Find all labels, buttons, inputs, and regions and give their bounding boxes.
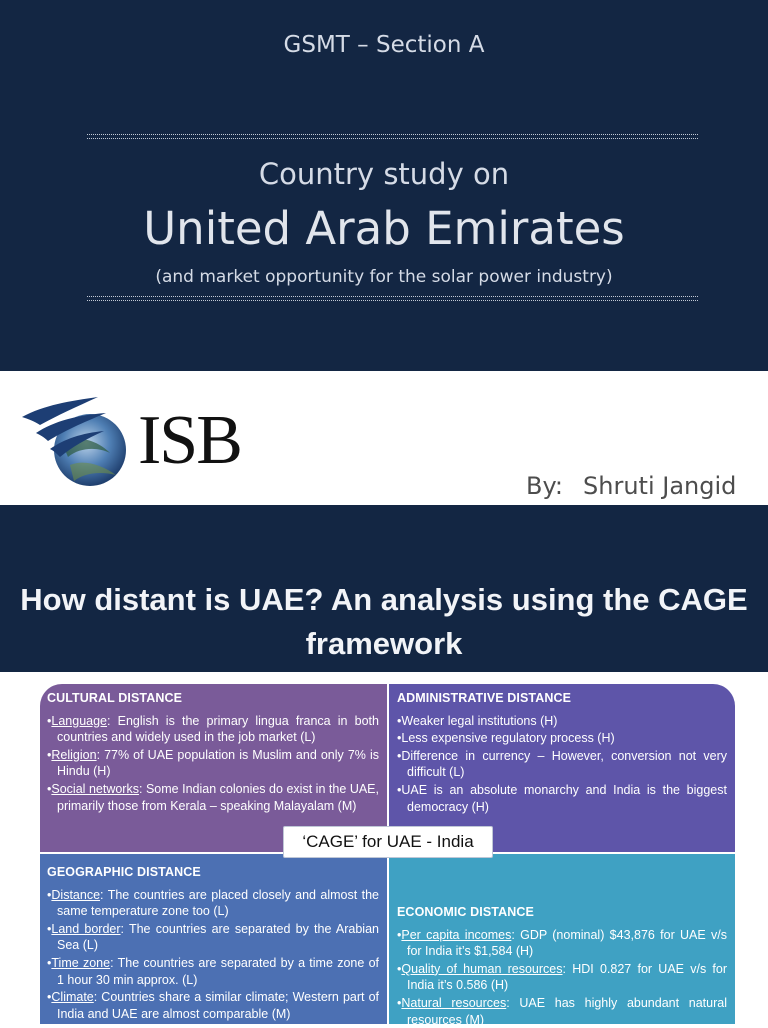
administrative-distance-heading: ADMINISTRATIVE DISTANCE: [397, 691, 572, 705]
title-slide-header: [0, 0, 768, 371]
economic-distance-heading: ECONOMIC DISTANCE: [397, 905, 534, 919]
economic-distance-panel: [389, 854, 735, 1027]
course-section-label: GSMT – Section A: [283, 32, 485, 58]
study-subtitle: Country study on: [258, 157, 510, 191]
geographic-distance-panel: [40, 854, 387, 1024]
list-item: •Social networks: Some Indian colonies do exist in the UAE, primarily those from Kerala – speaking Malayalam (M): [47, 781, 379, 813]
list-item: •Land border: The countries are separated by the Arabian Sea (L): [47, 921, 379, 953]
study-scope-note: (and market opportunity for the solar power industry): [155, 267, 613, 287]
list-item: •Difference in currency – However, conversion not very difficult (L): [397, 748, 727, 780]
cage-slide-title: How distant is UAE? An analysis using the CAGE framework: [20, 582, 748, 661]
list-item: •Weaker legal institutions (H): [397, 713, 558, 728]
cultural-distance-list: [47, 713, 379, 815]
list-item: •Language: English is the primary lingua franca in both countries and widely used in the job market (L): [47, 713, 379, 745]
list-item: •UAE is an absolute monarchy and India is the biggest democracy (H): [397, 782, 727, 814]
list-item: •Time zone: The countries are separated by a time zone of 1 hour 30 min approx. (L): [47, 955, 379, 987]
divider-top: [87, 134, 698, 139]
isb-logo-wordmark: ISB: [138, 402, 241, 479]
cage-center-label: ‘CAGE’ for UAE - India: [283, 826, 493, 858]
geographic-distance-list: [47, 887, 379, 1023]
list-item: •Climate: Countries share a similar climate; Western part of India and UAE are almost comparable (M): [47, 990, 379, 1021]
divider-bottom: [87, 296, 698, 301]
list-item: •Quality of human resources: HDI 0.827 for UAE v/s for India it’s 0.586 (H): [397, 961, 728, 993]
list-item: •Distance: The countries are placed closely and almost the same temperature zone too (L): [47, 887, 379, 919]
list-item: •Religion: 77% of UAE population is Muslim and only 7% is Hindu (H): [47, 747, 379, 779]
author-name: Shruti Jangid: [583, 472, 737, 500]
administrative-distance-list: [397, 713, 727, 816]
cultural-distance-heading: CULTURAL DISTANCE: [47, 691, 183, 705]
author-byline: [526, 472, 736, 500]
geographic-distance-heading: GEOGRAPHIC DISTANCE: [47, 865, 201, 879]
isb-bird-globe-icon: [18, 395, 138, 490]
list-item: •Natural resources: UAE has highly abundant natural resources (M): [397, 995, 727, 1027]
economic-distance-list: [397, 927, 727, 1028]
list-item: •Less expensive regulatory process (H): [397, 731, 615, 746]
country-title: United Arab Emirates: [143, 202, 625, 255]
by-label: By:: [526, 472, 564, 500]
list-item: •Per capita incomes: GDP (nominal) $43,876 for UAE v/s for India it’s $1,584 (H): [397, 927, 727, 959]
